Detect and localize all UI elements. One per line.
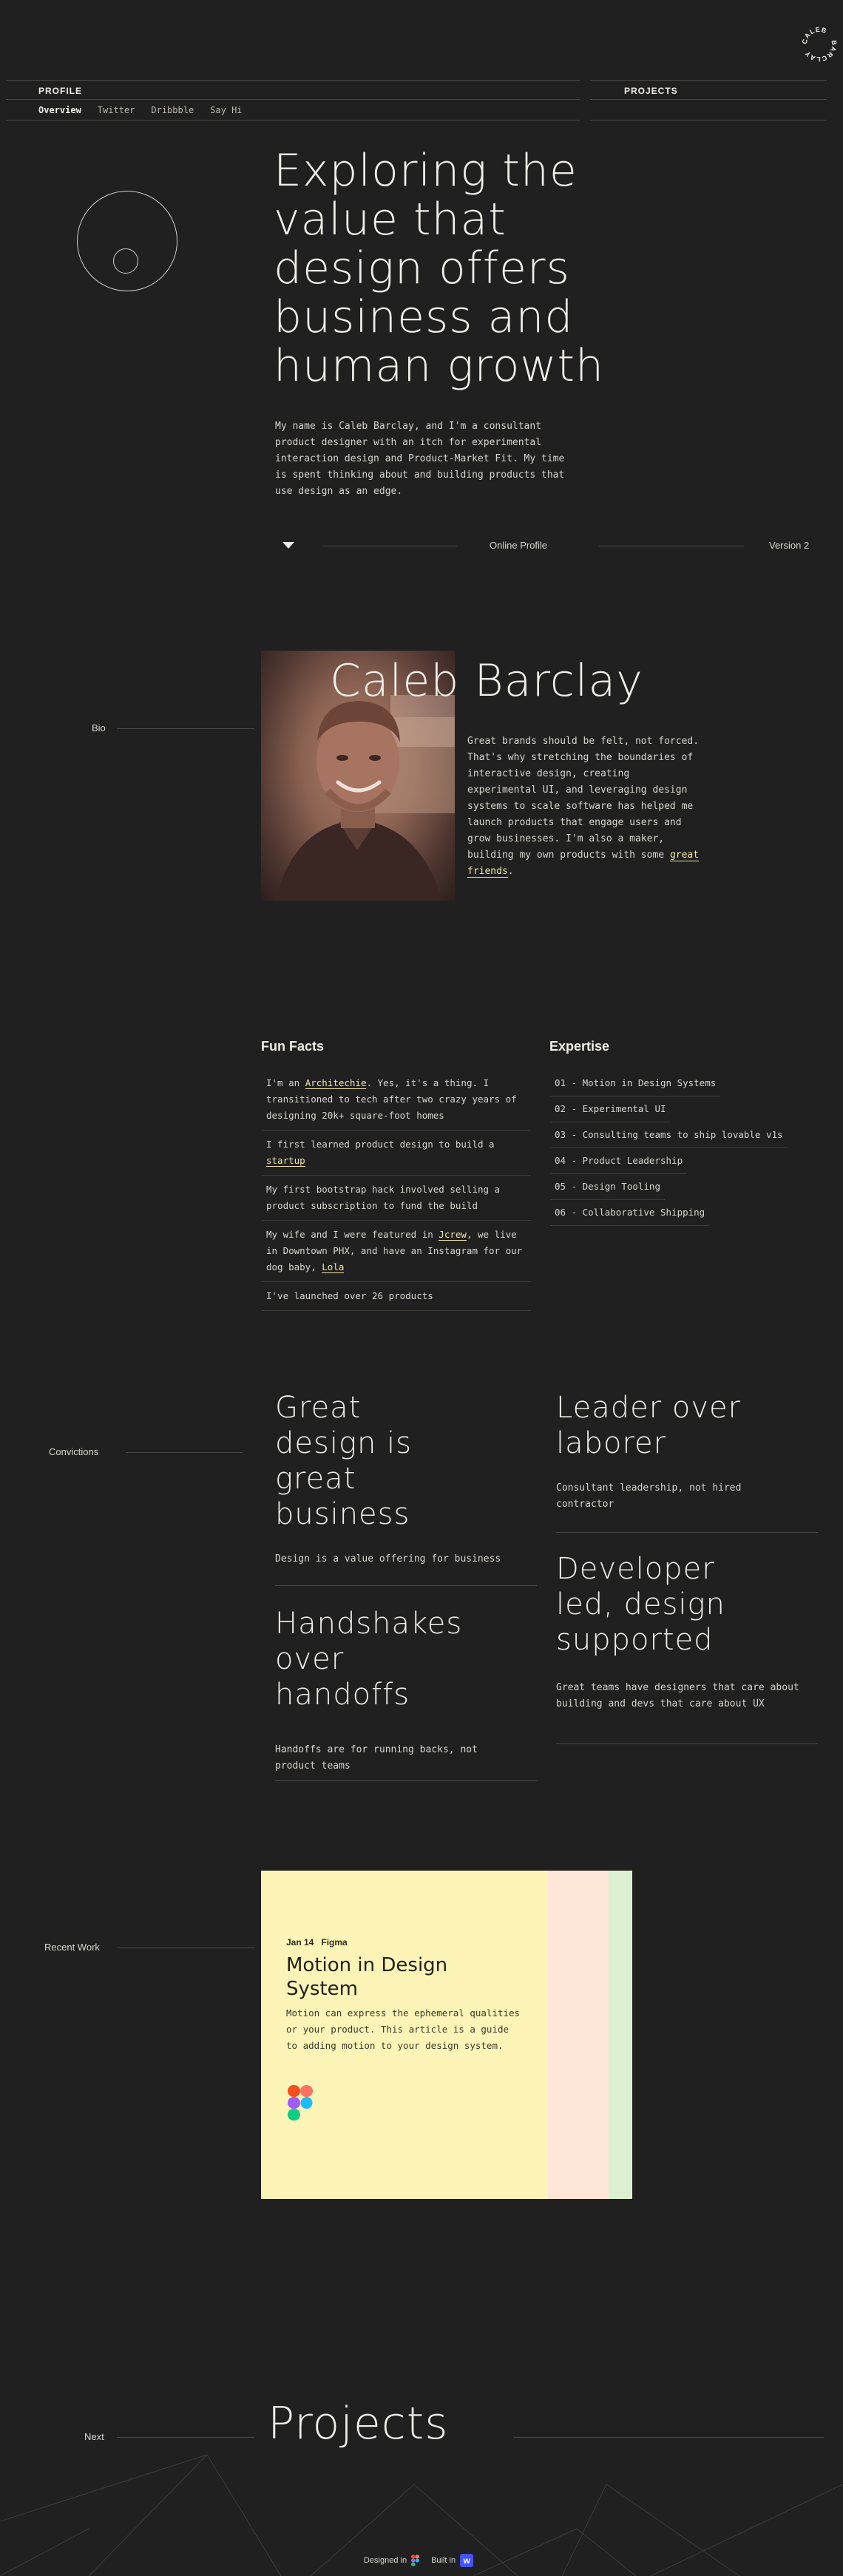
fun-fact-text: My wife and I were featured in [266,1229,439,1240]
hero-title-line: value that [274,194,507,245]
hero-title-line: human growth [274,340,605,392]
conviction-card [275,1390,537,1567]
next-label-line-left [117,2437,254,2438]
brand-circle-text-icon [800,25,839,64]
fun-fact-text: I first learned product design to build a [266,1139,495,1150]
conviction-title-line: Great [275,1391,362,1425]
lola-link[interactable]: Lola [322,1261,345,1272]
conviction-title [275,1390,537,1532]
meta-version: Version 2 [769,540,810,551]
figma-icon [288,2085,313,2123]
fun-fact-item [262,1282,531,1311]
section-label-bio: Bio [92,722,106,733]
startup-link[interactable]: startup [266,1155,305,1166]
scroll-down-arrow-icon[interactable] [282,542,294,549]
expertise-item: 01 - Motion in Design Systems [550,1071,720,1097]
fun-fact-text: I've launched over 26 products [266,1290,433,1301]
card-title-line: Motion in Design [286,1954,448,1976]
section-label-next: Next [84,2431,104,2442]
header-divider-right-top [590,80,827,81]
hero-title-line: business and [274,291,574,343]
conviction-subtitle: Design is a value offering for business [275,1553,501,1565]
header-divider-left-bottom [6,120,580,121]
expertise-item: 03 - Consulting teams to ship lovable v1s [550,1122,788,1148]
card-panel-main [261,1871,548,2199]
expertise-list [550,1071,802,1226]
conviction-divider [556,1743,818,1744]
conviction-card [556,1551,818,1712]
bio-text [467,733,704,880]
header-divider-left-mid [6,99,580,100]
header-divider-right-mid [590,99,827,100]
card-date: Jan 14 [286,1937,314,1948]
bio-name: Caleb Barclay [330,655,643,707]
footer-built-in: Built in [431,2556,456,2565]
meta-online-profile: Online Profile [490,540,548,551]
tab-projects[interactable]: PROJECTS [624,86,678,96]
fun-facts-list [262,1069,531,1311]
jcrew-link[interactable]: Jcrew [439,1229,467,1240]
article-card[interactable] [261,1871,632,2199]
fun-fact-item [262,1221,531,1282]
conviction-divider [275,1780,537,1781]
subnav-twitter[interactable]: Twitter [97,105,135,115]
convictions-label-line [126,1452,243,1453]
hero-title-line: Exploring the [274,145,578,197]
conviction-subtitle: Great teams have designers that care about building and devs that care about UX [556,1682,799,1709]
conviction-divider [275,1585,537,1586]
fun-fact-text: My first bootstrap hack involved selling a product subscription to fund the build [266,1184,501,1211]
conviction-title-line: design is [275,1426,412,1460]
conviction-title-line: handoffs [275,1678,410,1712]
fun-fact-item [262,1069,531,1131]
tab-profile[interactable]: PROFILE [38,86,83,96]
hero-circle-graphic [77,191,177,291]
footer-credits [364,2554,473,2567]
section-label-recent-work: Recent Work [44,1942,100,1953]
brand-logo[interactable] [800,25,839,64]
next-label-line-right [513,2437,824,2438]
subnav-dribbble[interactable]: Dribbble [151,105,194,115]
expertise-item: 04 - Product Leadership [550,1148,687,1174]
conviction-title [275,1606,537,1712]
card-title-line: System [286,1978,358,2000]
card-description: Motion can express the ephemeral qualities or your product. This article is a guide to adding motion to your design system. [286,2007,521,2051]
conviction-subtitle: Handoffs are for running backs, not product teams [275,1744,478,1772]
fun-fact-text: I'm an [266,1077,305,1088]
bio-text-end: . [507,866,514,877]
footer-webflow-icon[interactable]: w [460,2554,473,2567]
hero-intro: My name is Caleb Barclay, and I'm a consultant product designer with an itch for experimental interaction design and Product-Market Fit. My time is spent thinking about and building products that use design as an edge. [275,421,565,497]
conviction-title [556,1551,818,1658]
conviction-title-line: supported [556,1623,714,1657]
great-friends-link[interactable]: great friends [467,850,700,877]
conviction-title-line: laborer [556,1426,667,1460]
expertise-item: 05 - Design Tooling [550,1174,665,1200]
fun-fact-item [262,1131,531,1176]
conviction-title-line: Developer [556,1552,715,1586]
header-divider-right-bottom [590,120,827,121]
conviction-title-line: Handshakes [275,1607,463,1641]
bio-label-line [117,728,254,729]
hero-title-line: design offers [274,243,570,294]
fun-fact-item [262,1176,531,1221]
architechie-link[interactable]: Architechie [305,1077,367,1088]
next-projects-title[interactable]: Projects [268,2398,449,2450]
conviction-title-line: led, design [556,1587,725,1621]
conviction-subtitle: Consultant leadership, not hired contractor [556,1482,742,1510]
fun-fact-text: . Yes, it's a thing. I transitioned to tech after two crazy years of designing 20k+ square-foot homes [266,1077,517,1121]
conviction-title-line: great [275,1462,356,1496]
expertise-title: Expertise [549,1039,610,1054]
header-divider-left-top [6,80,580,81]
section-label-convictions: Convictions [49,1446,99,1457]
expertise-item: 02 - Experimental UI [550,1097,671,1122]
sub-navigation [38,105,243,115]
brand-text: CALEB [800,25,828,45]
conviction-title-line: Leader over [556,1391,742,1425]
conviction-title-line: over [275,1642,345,1676]
fun-facts-title: Fun Facts [261,1039,325,1054]
fun-fact-text: , we live in Downtown PHX, and have an Instagram for our dog baby, [266,1229,523,1272]
footer-designed-in: Designed in [364,2556,407,2565]
footer-figma-icon[interactable] [411,2555,419,2566]
conviction-title [556,1390,818,1461]
subnav-say-hi[interactable]: Say Hi [210,105,243,115]
conviction-card [275,1606,537,1775]
svg-text:BARCLAY [803,40,838,63]
brand-text-2: BARCLAY [803,40,839,64]
svg-text:CALEB [801,26,828,45]
card-tag: Figma [321,1937,348,1948]
expertise-item: 06 - Collaborative Shipping [550,1200,709,1226]
conviction-title-line: business [275,1497,410,1531]
bio-text-body: Great brands should be felt, not forced. That's why stretching the boundaries of interactive design, creating experimental UI, and leveraging design systems to scale software has helped me launch products that engage users and grow businesses. I'm also a maker, building my own products with some [467,736,700,861]
subnav-overview[interactable]: Overview [38,105,81,115]
hero-small-circle-graphic [113,248,138,274]
card-meta [286,1937,348,1948]
card-title[interactable] [286,1953,447,2001]
hero-title [274,146,604,390]
conviction-card [556,1390,818,1513]
conviction-divider [556,1532,818,1533]
